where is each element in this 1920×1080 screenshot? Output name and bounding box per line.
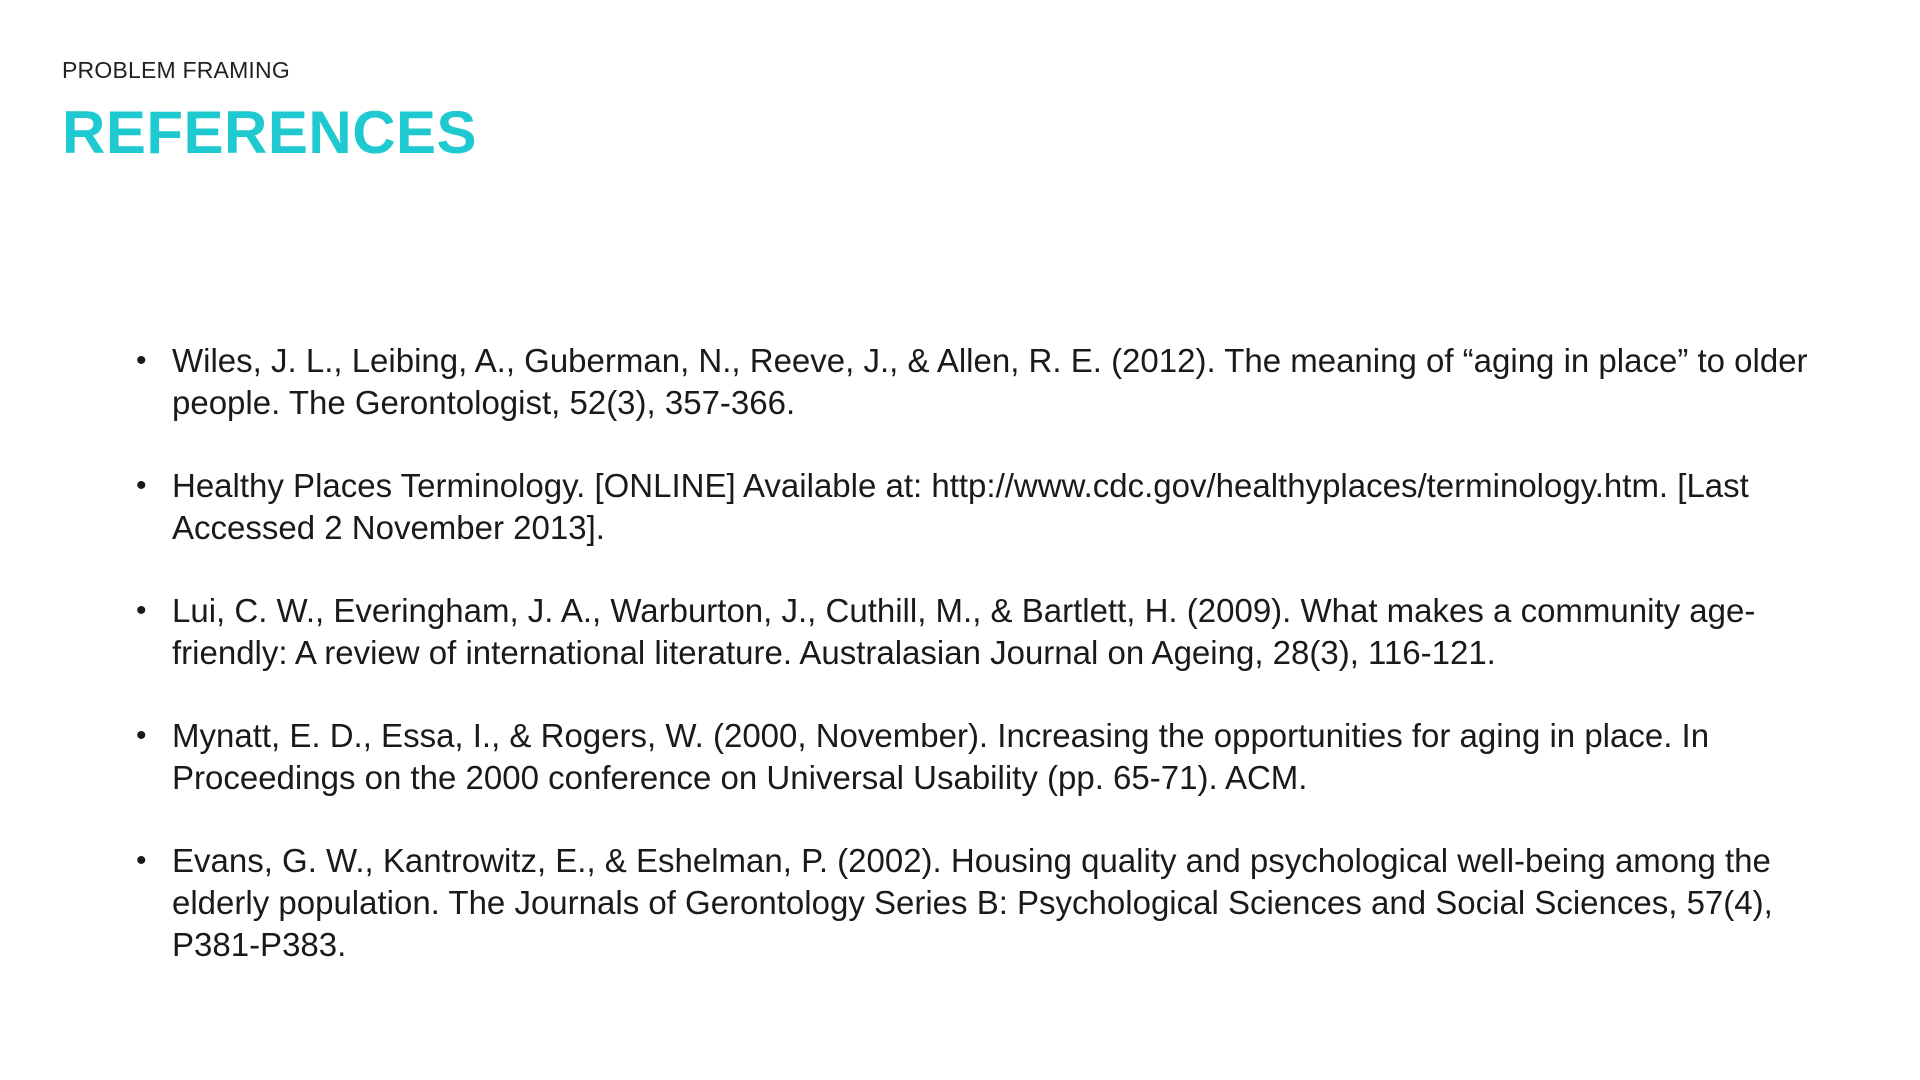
bullet-icon: • (136, 469, 147, 502)
reference-item (136, 715, 1816, 799)
page-title: REFERENCES (62, 99, 478, 166)
reference-text: Wiles, J. L., Leibing, A., Guberman, N., Reeve, J., & Allen, R. E. (2012). The meaning of “aging in place” to older people. The Gerontologist, 52(3), 357-366. (172, 342, 1808, 421)
bullet-icon: • (136, 344, 147, 377)
reference-list (136, 340, 1816, 1007)
reference-text: Lui, C. W., Everingham, J. A., Warburton, J., Cuthill, M., & Bartlett, H. (2009). What makes a community age-friendly: A review of international literature. Australasian Journal on Ageing, 28(3), 116-121. (172, 592, 1756, 671)
bullet-icon: • (136, 844, 147, 877)
reference-item (136, 340, 1816, 424)
bullet-icon: • (136, 719, 147, 752)
bullet-icon: • (136, 594, 147, 627)
reference-text: Mynatt, E. D., Essa, I., & Rogers, W. (2000, November). Increasing the opportunities for aging in place. In Proceedings on the 2000 conference on Universal Usability (pp. 65-71). ACM. (172, 717, 1710, 796)
reference-item (136, 840, 1816, 966)
reference-text: Evans, G. W., Kantrowitz, E., & Eshelman, P. (2002). Housing quality and psychological well-being among the elderly population. The Journals of Gerontology Series B: Psychological Sciences and Social Sciences, 57(4), P381-P383. (172, 842, 1773, 963)
reference-item (136, 465, 1816, 549)
reference-item (136, 590, 1816, 674)
reference-text: Healthy Places Terminology. [ONLINE] Available at: http://www.cdc.gov/healthyplaces/terminology.htm. [Last Accessed 2 November 2013]. (172, 467, 1749, 546)
section-label: PROBLEM FRAMING (62, 57, 290, 83)
